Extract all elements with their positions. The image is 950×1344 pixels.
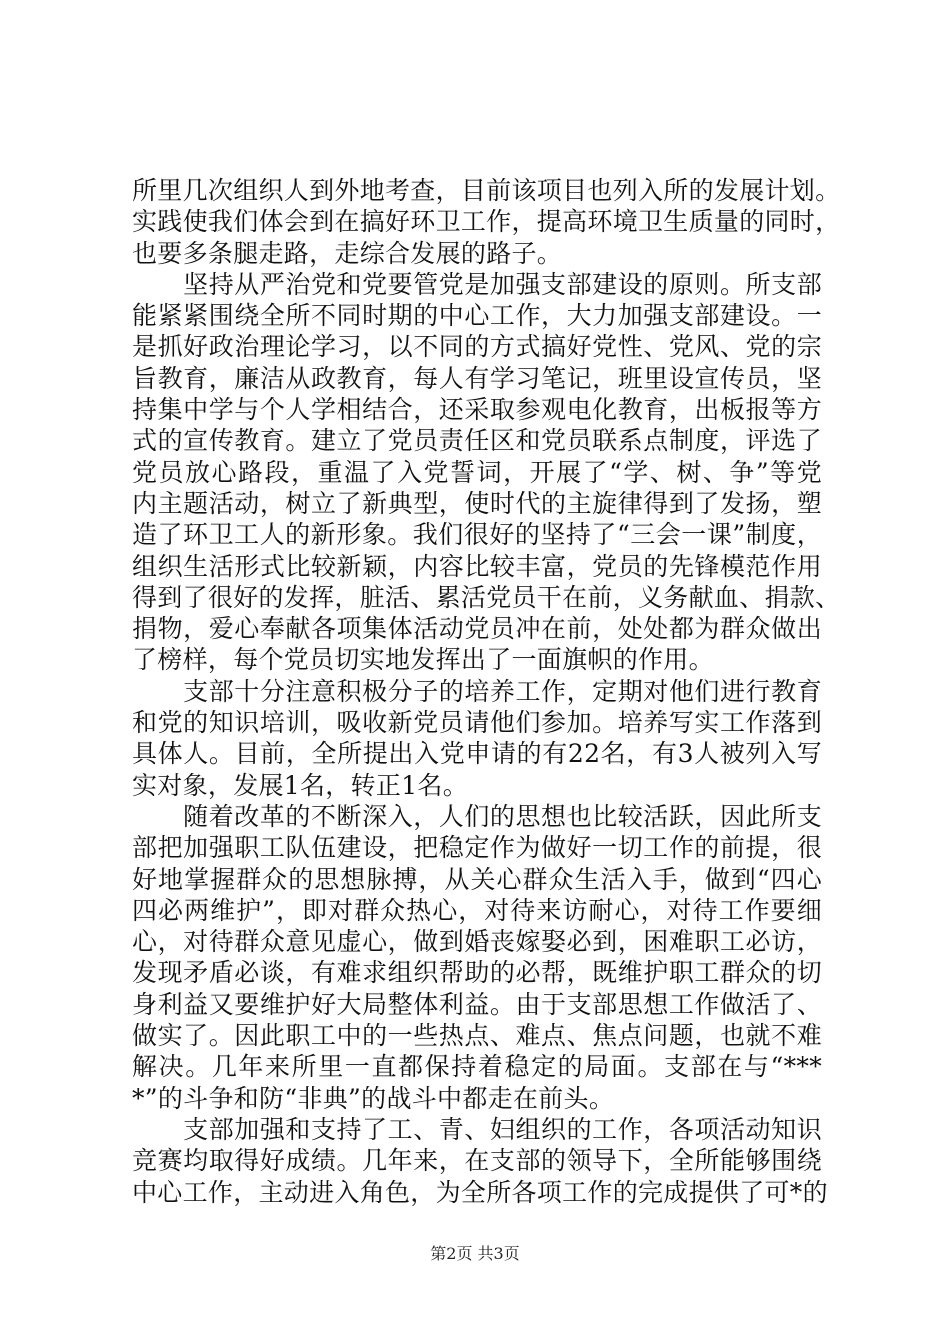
page-footer: 第2页 共3页 bbox=[430, 1244, 520, 1263]
text-line: 式的宣传教育。建立了党员责任区和党员联系点制度，评选了 bbox=[132, 426, 822, 456]
text-line: 随着改革的不断深入，人们的思想也比较活跃，因此所支 bbox=[132, 801, 822, 831]
text-line: 持集中学与个人学相结合，还采取参观电化教育，出板报等方 bbox=[132, 395, 822, 425]
text-line: 党员放心路段，重温了入党誓词，开展了“学、树、争”等党 bbox=[132, 457, 822, 487]
text-line: 发现矛盾必谈，有难求组织帮助的必帮，既维护职工群众的切 bbox=[132, 958, 822, 988]
text-line: 所里几次组织人到外地考查，目前该项目也列入所的发展计划。 bbox=[132, 176, 841, 205]
text-line: *”的斗争和防“非典”的战斗中都走在前头。 bbox=[132, 1083, 615, 1113]
text-line: 坚持从严治党和党要管党是加强支部建设的原则。所支部 bbox=[132, 269, 822, 299]
text-line: 心，对待群众意见虚心，做到婚丧嫁娶必到，困难职工必访， bbox=[132, 927, 822, 957]
text-line: 实对象，发展1名，转正1名。 bbox=[132, 770, 469, 800]
text-line: 好地掌握群众的思想脉搏，从关心群众生活入手，做到“四心 bbox=[132, 864, 822, 894]
text-line: 了榜样，每个党员切实地发挥出了一面旗帜的作用。 bbox=[132, 645, 714, 675]
text-line: 四必两维护”，即对群众热心，对待来访耐心，对待工作要细 bbox=[132, 895, 822, 925]
body-text bbox=[132, 175, 841, 1208]
text-line: 实践使我们体会到在搞好环卫工作，提高环境卫生质量的同时， bbox=[132, 207, 841, 237]
text-line: 部把加强职工队伍建设，把稳定作为做好一切工作的前提，很 bbox=[132, 833, 822, 863]
text-line: 支部加强和支持了工、青、妇组织的工作，各项活动知识 bbox=[132, 1114, 822, 1144]
text-line: 能紧紧围绕全所不同时期的中心工作，大力加强支部建设。一 bbox=[132, 301, 822, 331]
text-line: 捐物，爱心奉献各项集体活动党员冲在前，处处都为群众做出 bbox=[132, 614, 822, 644]
text-line: 和党的知识培训，吸收新党员请他们参加。培养写实工作落到 bbox=[132, 708, 822, 738]
text-line: 内主题活动，树立了新典型，使时代的主旋律得到了发扬，塑 bbox=[132, 488, 822, 518]
text-line: 竞赛均取得好成绩。几年来，在支部的领导下，全所能够围绕 bbox=[132, 1146, 822, 1176]
text-line: 是抓好政治理论学习，以不同的方式搞好党性、党风、党的宗 bbox=[132, 332, 822, 362]
text-line: 具体人。目前，全所提出入党申请的有22名，有3人被列入写 bbox=[132, 739, 822, 769]
text-line: 做实了。因此职工中的一些热点、难点、焦点问题，也就不难 bbox=[132, 1021, 822, 1051]
text-line: 也要多条腿走路，走综合发展的路子。 bbox=[132, 238, 563, 268]
text-line: 中心工作，主动进入角色，为全所各项工作的完成提供了可*的 bbox=[132, 1177, 828, 1207]
text-line: 解决。几年来所里一直都保持着稳定的局面。支部在与“*** bbox=[132, 1052, 822, 1082]
text-line: 旨教育，廉洁从政教育，每人有学习笔记，班里设宣传员，坚 bbox=[132, 363, 822, 393]
text-line: 身利益又要维护好大局整体利益。由于支部思想工作做活了、 bbox=[132, 989, 822, 1019]
text-line: 支部十分注意积极分子的培养工作，定期对他们进行教育 bbox=[132, 676, 822, 706]
text-line: 组织生活形式比较新颖，内容比较丰富，党员的先锋模范作用 bbox=[132, 551, 822, 581]
text-line: 得到了很好的发挥，脏活、累活党员干在前，义务献血、捐款、 bbox=[132, 582, 841, 612]
text-line: 造了环卫工人的新形象。我们很好的坚持了“三会一课”制度， bbox=[132, 520, 822, 550]
